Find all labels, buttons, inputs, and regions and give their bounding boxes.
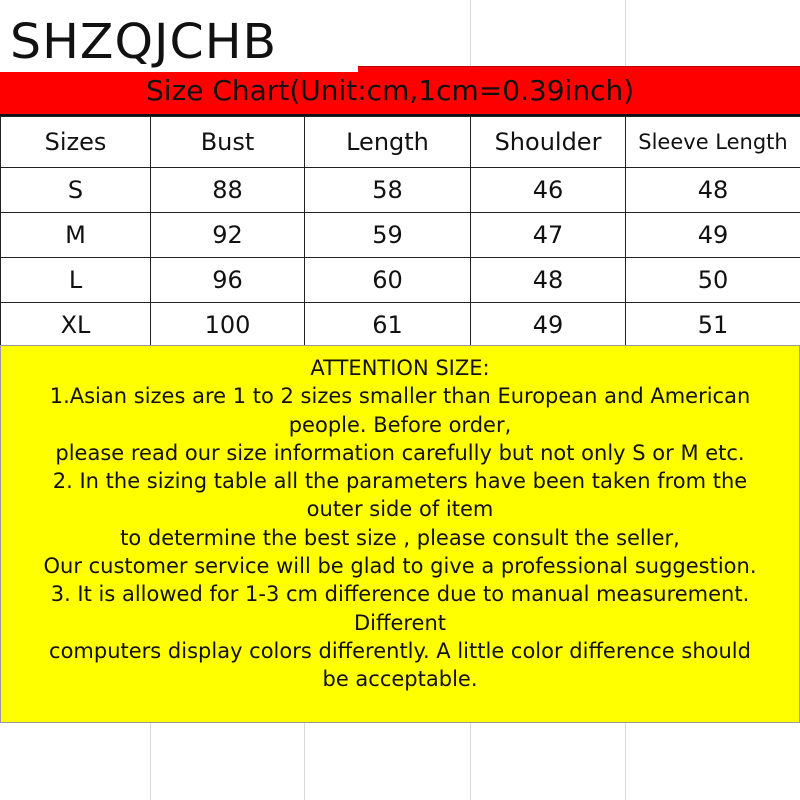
cell-length: 61 xyxy=(305,303,471,348)
attention-line: 1.Asian sizes are 1 to 2 sizes smaller than European and American xyxy=(49,384,751,409)
header-sizes: Sizes xyxy=(1,117,151,168)
cell-shoulder: 46 xyxy=(471,168,626,213)
cell-bust: 96 xyxy=(151,258,305,303)
attention-notice xyxy=(0,345,800,723)
cell-length: 60 xyxy=(305,258,471,303)
attention-line: Different xyxy=(353,610,447,635)
header-shoulder: Shoulder xyxy=(471,117,626,168)
cell-bust: 88 xyxy=(151,168,305,213)
brand-name: SHZQJCHB xyxy=(10,14,278,70)
header-bust: Bust xyxy=(151,117,305,168)
brand-logo xyxy=(0,0,358,72)
attention-line: Our customer service will be glad to give a professional suggestion. xyxy=(43,554,757,579)
header-sleeve-length: Sleeve Length xyxy=(626,117,800,168)
title-bar xyxy=(0,66,800,116)
header-length: Length xyxy=(305,117,471,168)
attention-line: 3. It is allowed for 1-3 cm difference due to manual measurement. xyxy=(50,582,750,607)
table-row xyxy=(1,303,800,348)
cell-shoulder: 49 xyxy=(471,303,626,348)
cell-length: 59 xyxy=(305,213,471,258)
attention-heading: ATTENTION SIZE: xyxy=(310,356,490,380)
cell-sleeve-length: 51 xyxy=(626,303,800,348)
cell-length: 58 xyxy=(305,168,471,213)
cell-size: S xyxy=(1,168,151,213)
cell-shoulder: 47 xyxy=(471,213,626,258)
cell-size: XL xyxy=(1,303,151,348)
attention-line: computers display colors differently. A little color difference should xyxy=(49,638,751,663)
size-table xyxy=(0,116,800,348)
attention-line: outer side of item xyxy=(306,497,494,522)
cell-shoulder: 48 xyxy=(471,258,626,303)
attention-line: 2. In the sizing table all the parameters have been taken from the xyxy=(52,469,748,494)
attention-line: please read our size information carefully but not only S or M etc. xyxy=(55,440,745,465)
cell-sleeve-length: 50 xyxy=(626,258,800,303)
attention-line: people. Before order, xyxy=(288,412,512,437)
attention-line: be acceptable. xyxy=(322,667,478,692)
cell-sleeve-length: 48 xyxy=(626,168,800,213)
cell-size: M xyxy=(1,213,151,258)
table-header-row xyxy=(1,117,800,168)
table-row xyxy=(1,168,800,213)
cell-bust: 92 xyxy=(151,213,305,258)
table-row xyxy=(1,258,800,303)
table-row xyxy=(1,213,800,258)
cell-size: L xyxy=(1,258,151,303)
attention-line: to determine the best size , please consult the seller, xyxy=(120,525,680,550)
cell-bust: 100 xyxy=(151,303,305,348)
cell-sleeve-length: 49 xyxy=(626,213,800,258)
size-chart-title: Size Chart(Unit:cm,1cm=0.39inch) xyxy=(146,74,635,107)
